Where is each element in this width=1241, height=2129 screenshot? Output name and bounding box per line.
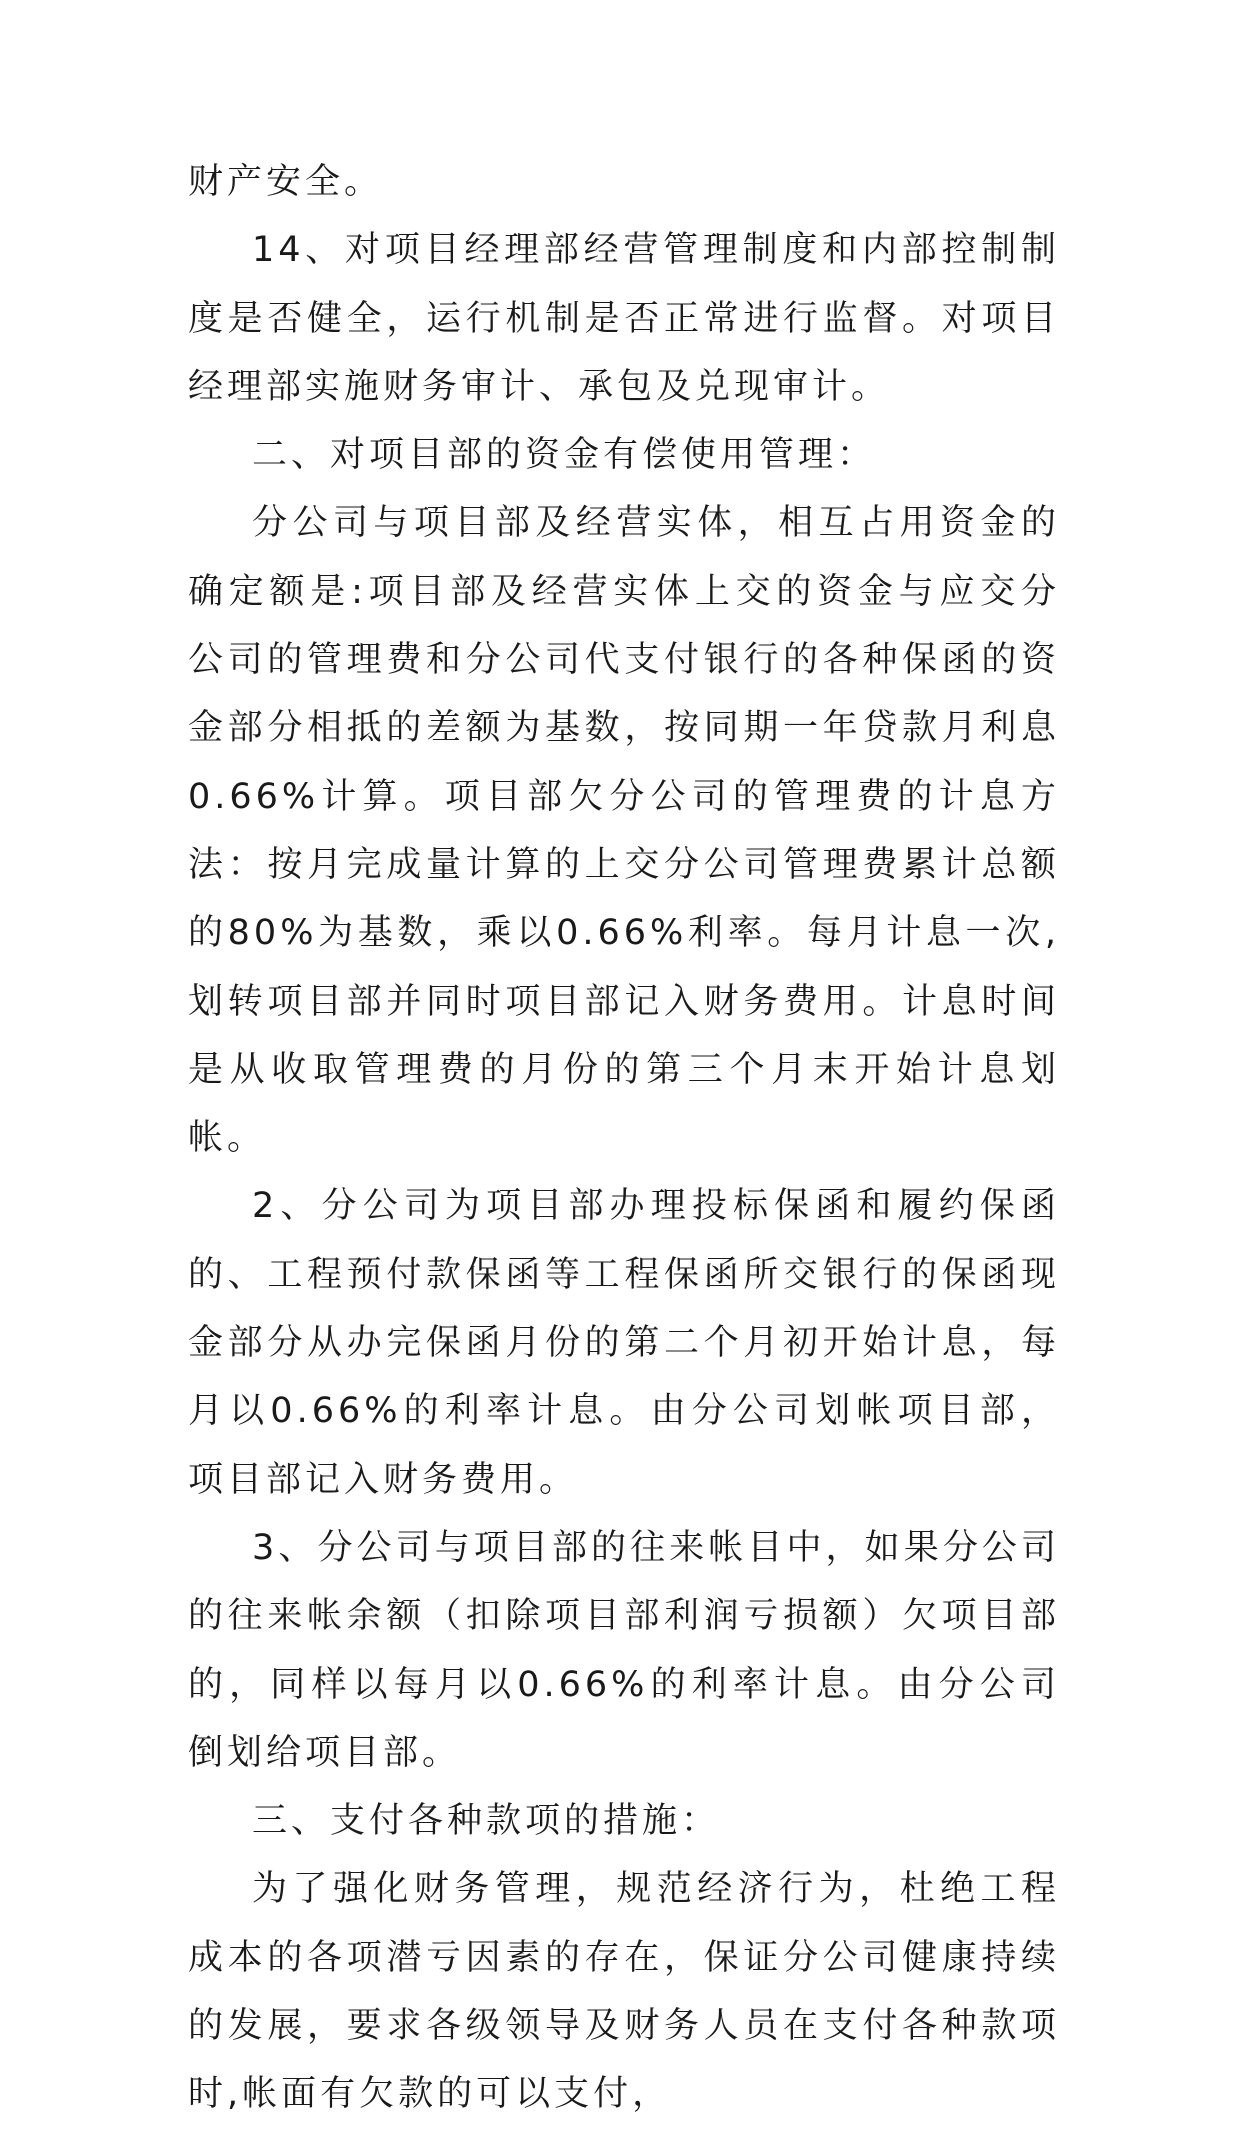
paragraph-item-3: 3、分公司与项目部的往来帐目中，如果分公司的往来帐余额（扣除项目部利润亏损额）欠项目部的，同样以每月以0.66%的利率计息。由分公司倒划给项目部。 xyxy=(188,1527,1060,1773)
section-heading-3: 三、支付各种款项的措施： xyxy=(252,1801,721,1842)
paragraph-item-14: 14、对项目经理部经营管理制度和内部控制制度是否健全，运行机制是否正常进行监督。对项目经理部实施财务审计、承包及兑现审计。 xyxy=(188,230,1060,407)
paragraph-item-2: 2、分公司为项目部办理投标保函和履约保函的、工程预付款保函等工程保函所交银行的保函现金部分从办完保函月份的第二个月初开始计息，每月以0.66%的利率计息。由分公司划帐项目部，项目部记入财务费用。 xyxy=(188,1186,1060,1500)
paragraph-payment-measures: 为了强化财务管理，规范经济行为，杜绝工程成本的各项潜亏因素的存在，保证分公司健康持续的发展，要求各级领导及财务人员在支付各种款项时,帐面有欠款的可以支付， xyxy=(188,1869,1060,2115)
section-heading-2: 二、对项目部的资金有偿使用管理： xyxy=(252,435,877,476)
paragraph-property-safety: 财产安全。 xyxy=(188,162,384,202)
document-body xyxy=(188,148,1060,2129)
paragraph-fund-occupation: 分公司与项目部及经营实体，相互占用资金的确定额是:项目部及经营实体上交的资金与应交分公司的管理费和分公司代支付银行的各种保函的资金部分相抵的差额为基数，按同期一年贷款月利息0.66%计算。项目部欠分公司的管理费的计息方法：按月完成量计算的上交分公司管理费累计总额的80%为基数，乘以0.66%利率。每月计息一次,划转项目部并同时项目部记入财务费用。计息时间是从收取管理费的月份的第三个月末开始计息划帐。 xyxy=(188,503,1060,1159)
